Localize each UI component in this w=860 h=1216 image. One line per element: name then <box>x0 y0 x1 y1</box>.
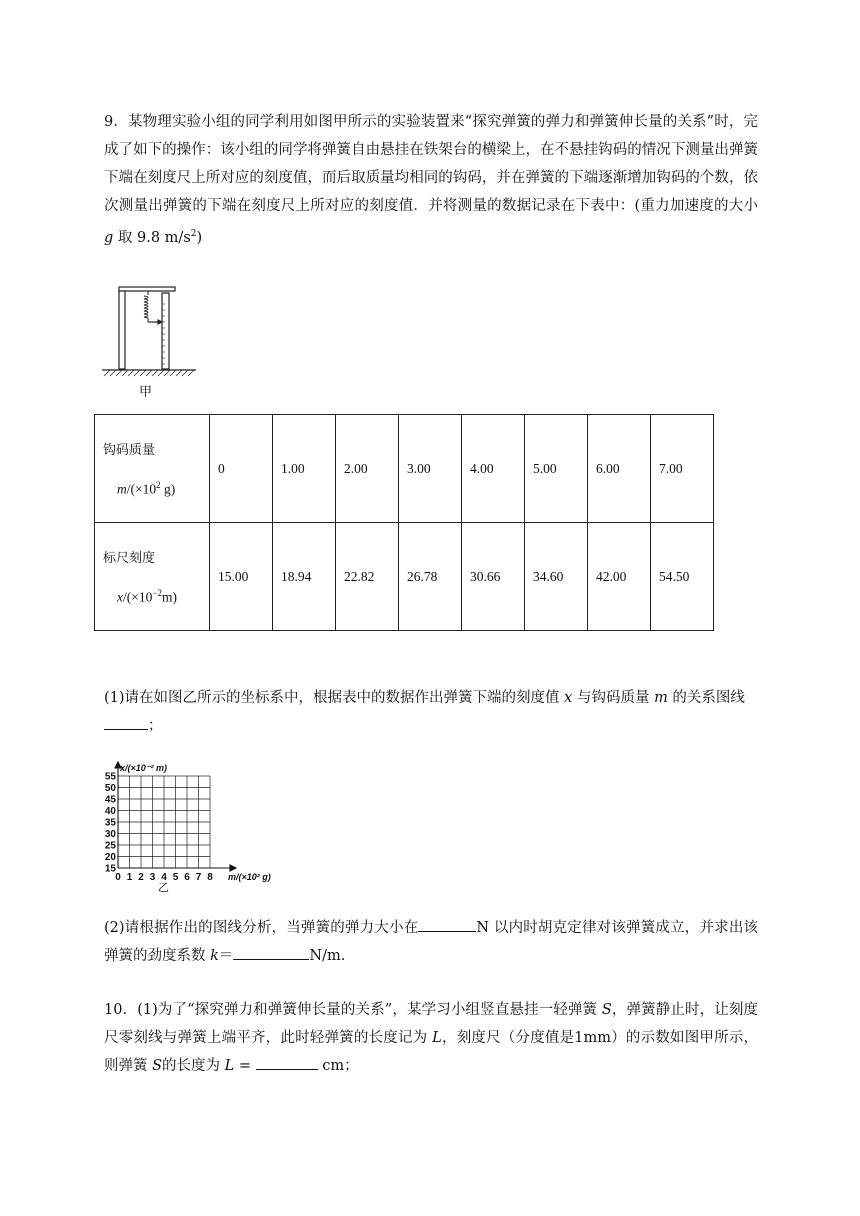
question-9-part-1: (1)请在如图乙所示的坐标系中，根据表中的数据作出弹簧下端的刻度值 x 与钩码质量 m 的关系图线 ； <box>104 690 745 734</box>
x-tick-label: 6 <box>184 872 190 883</box>
x-tick-label: 7 <box>195 872 202 883</box>
table-cell: 5.00 <box>525 415 588 523</box>
figure-a-caption: 甲 <box>139 385 153 400</box>
table-cell: 6.00 <box>588 415 651 523</box>
x-tick-label: 2 <box>138 872 144 883</box>
y-tick-label: 55 <box>104 771 116 783</box>
table-cell: 54.50 <box>651 523 714 631</box>
x-axis-label: m/(×10² g) <box>228 872 271 882</box>
question-9-text: 9．某物理实验小组的同学利用如图甲所示的实验装置来“探究弹簧的弹力和弹簧伸长量的关系”时，完成了如下的操作：该小组的同学将弹簧自由悬挂在铁架台的横梁上，在不悬挂钩码的情况下测量出弹簧下端在刻度尺上所对应的刻度值，而后取质量均相同的钩码，并在弹簧的下端逐渐增加钩码的个数，依次测量出弹簧的下端在刻度尺上所对应的刻度值．并将测量的数据记录在下表中：(重力加速度的大小 g 取 9.8 $m/s^2$) <box>104 114 758 246</box>
y-tick-label: 40 <box>104 806 116 817</box>
answer-blank[interactable] <box>418 917 476 932</box>
y-tick-label: 35 <box>104 817 116 829</box>
question-10-text: 10．(1)为了“探究弹力和弹簧伸长量的关系”，某学习小组竖直悬挂一轻弹簧 S，弹簧静止时，让刻度尺零刻线与弹簧上端平齐，此时轻弹簧的长度记为 L，刻度尺（分度值是1mm）的示数如图甲所示，则弹簧 S的长度为 L = cm； <box>104 1002 759 1074</box>
x-tick-label: 8 <box>207 872 213 883</box>
table-row <box>95 415 714 523</box>
y-tick-label: 25 <box>104 840 116 852</box>
table-cell: 42.00 <box>588 523 651 631</box>
answer-blank[interactable] <box>256 1055 318 1070</box>
table-cell: 15.00 <box>210 523 273 631</box>
x-tick-label: 5 <box>172 872 179 883</box>
y-tick-label: 15 <box>104 863 116 875</box>
table-cell: 4.00 <box>462 415 525 523</box>
row-header-mass: 钩码质量 $m/(\times 10^2$ g) <box>95 415 210 523</box>
data-table <box>94 414 714 631</box>
answer-blank[interactable] <box>104 715 148 730</box>
table-cell: 3.00 <box>399 415 462 523</box>
x-tick-label: 1 <box>126 872 133 883</box>
y-tick-label: 50 <box>104 783 116 794</box>
table-cell: 22.82 <box>336 523 399 631</box>
table-cell: 34.60 <box>525 523 588 631</box>
x-axis-arrow <box>230 865 236 871</box>
x-tick-label: 4 <box>161 872 167 883</box>
table-row <box>95 523 714 631</box>
row-header-scale: 标尺刻度 $x/(\times 10^{-2}m)$ <box>95 523 210 631</box>
y-tick-label: 30 <box>104 829 116 840</box>
question-9-part-2: (2)请根据作出的图线分析，当弹簧的弹力大小在 N 以内时胡克定律对该弹簧成立，并求出该弹簧的劲度系数 k＝ N/m. <box>104 914 758 970</box>
table-cell: 30.66 <box>462 523 525 631</box>
table-cell: 26.78 <box>399 523 462 631</box>
table-cell: 0 <box>210 415 273 523</box>
coordinate-grid-figure <box>100 760 280 892</box>
table-cell: 7.00 <box>651 415 714 523</box>
y-tick-label: 20 <box>104 852 116 863</box>
x-tick-label: 3 <box>149 872 156 883</box>
x-tick-label: 0 <box>115 872 121 883</box>
y-axis-label: x/(×10⁻² m) <box>120 763 168 773</box>
y-tick-label: 45 <box>104 794 116 806</box>
table-cell: 2.00 <box>336 415 399 523</box>
table-cell: 1.00 <box>273 415 336 523</box>
figure-b-caption: 乙 <box>158 881 169 892</box>
answer-blank[interactable] <box>233 945 309 960</box>
table-cell: 18.94 <box>273 523 336 631</box>
